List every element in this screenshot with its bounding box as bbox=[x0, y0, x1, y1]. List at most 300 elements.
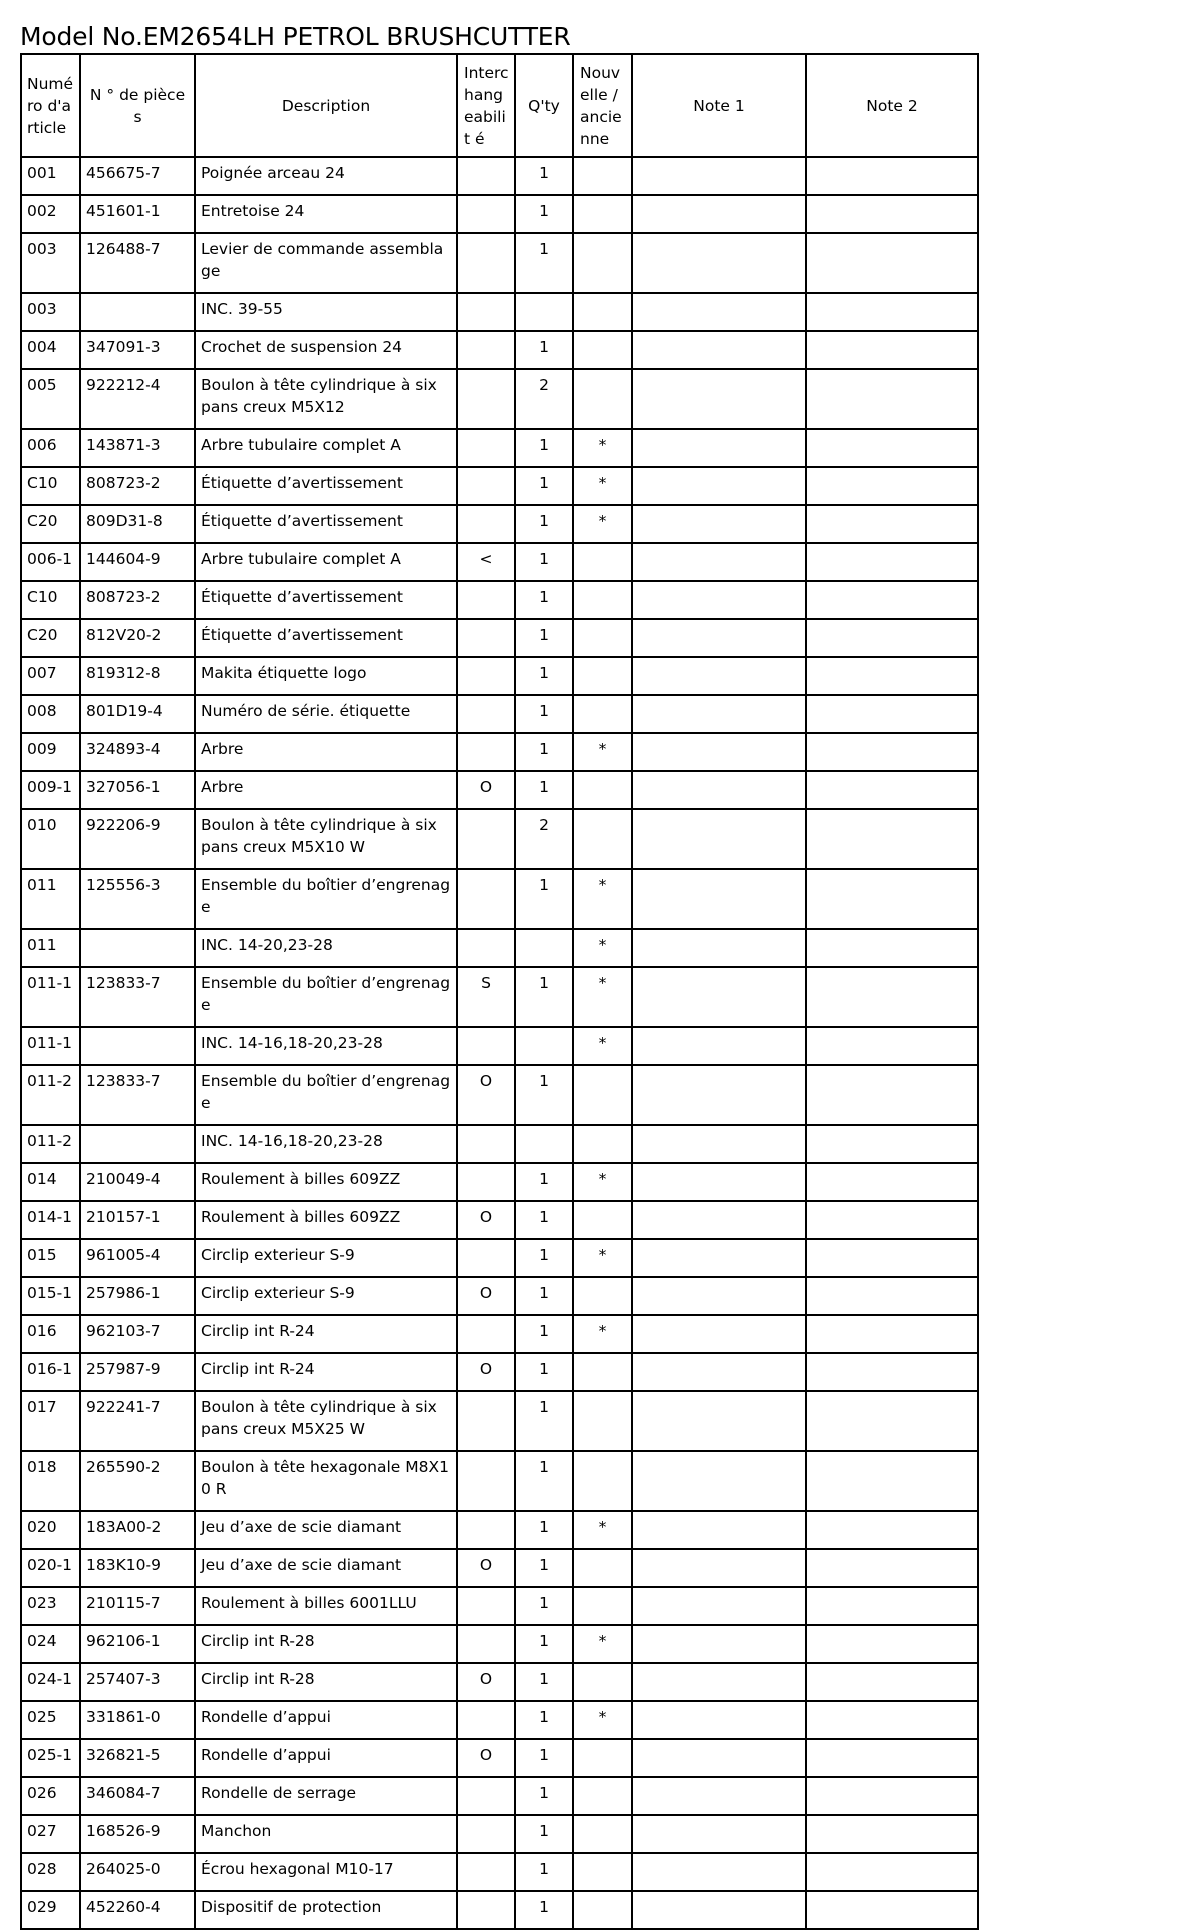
cell-interchangeability bbox=[457, 1891, 515, 1929]
cell-note-1 bbox=[632, 929, 806, 967]
cell-article-number: 011 bbox=[21, 869, 80, 929]
cell-description: Ensemble du boîtier d’engrenage bbox=[195, 967, 457, 1027]
cell-quantity: 1 bbox=[515, 657, 573, 695]
cell-article-number: 011-2 bbox=[21, 1065, 80, 1125]
cell-interchangeability: S bbox=[457, 967, 515, 1027]
cell-quantity: 1 bbox=[515, 1277, 573, 1315]
table-row bbox=[21, 1587, 978, 1625]
cell-note-2 bbox=[806, 1549, 978, 1587]
header-interchangeability: Interc hang eabilit é bbox=[457, 54, 515, 157]
cell-description: Ensemble du boîtier d’engrenage bbox=[195, 869, 457, 929]
cell-note-2 bbox=[806, 1511, 978, 1549]
cell-part-number: 123833-7 bbox=[80, 967, 195, 1027]
cell-description: Rondelle d’appui bbox=[195, 1739, 457, 1777]
cell-article-number: 015 bbox=[21, 1239, 80, 1277]
cell-interchangeability bbox=[457, 1451, 515, 1511]
cell-description: Boulon à tête hexagonale M8X10 R bbox=[195, 1451, 457, 1511]
cell-part-number: 168526-9 bbox=[80, 1815, 195, 1853]
cell-interchangeability: < bbox=[457, 543, 515, 581]
cell-article-number: 027 bbox=[21, 1815, 80, 1853]
cell-article-number: 003 bbox=[21, 293, 80, 331]
cell-article-number: 009 bbox=[21, 733, 80, 771]
cell-note-2 bbox=[806, 293, 978, 331]
cell-quantity: 1 bbox=[515, 1315, 573, 1353]
cell-description: Circlip exterieur S-9 bbox=[195, 1277, 457, 1315]
cell-interchangeability bbox=[457, 1027, 515, 1065]
cell-new-old bbox=[573, 331, 632, 369]
cell-article-number: C10 bbox=[21, 467, 80, 505]
cell-note-2 bbox=[806, 1663, 978, 1701]
cell-interchangeability bbox=[457, 1853, 515, 1891]
cell-interchangeability: O bbox=[457, 1353, 515, 1391]
cell-article-number: 008 bbox=[21, 695, 80, 733]
cell-note-1 bbox=[632, 657, 806, 695]
cell-article-number: 011-1 bbox=[21, 967, 80, 1027]
cell-part-number: 922212-4 bbox=[80, 369, 195, 429]
cell-note-1 bbox=[632, 1163, 806, 1201]
cell-article-number: 029 bbox=[21, 1891, 80, 1929]
cell-note-1 bbox=[632, 733, 806, 771]
cell-quantity: 1 bbox=[515, 1587, 573, 1625]
cell-description: Arbre bbox=[195, 733, 457, 771]
table-row bbox=[21, 429, 978, 467]
cell-interchangeability: O bbox=[457, 1065, 515, 1125]
cell-description: Étiquette d’avertissement bbox=[195, 619, 457, 657]
cell-interchangeability bbox=[457, 195, 515, 233]
cell-note-2 bbox=[806, 1815, 978, 1853]
cell-note-1 bbox=[632, 1239, 806, 1277]
cell-article-number: 001 bbox=[21, 157, 80, 195]
cell-note-2 bbox=[806, 1891, 978, 1929]
table-row bbox=[21, 1511, 978, 1549]
cell-part-number: 257407-3 bbox=[80, 1663, 195, 1701]
cell-note-2 bbox=[806, 157, 978, 195]
table-row bbox=[21, 657, 978, 695]
cell-quantity: 2 bbox=[515, 369, 573, 429]
cell-description: Roulement à billes 6001LLU bbox=[195, 1587, 457, 1625]
cell-quantity: 1 bbox=[515, 1777, 573, 1815]
cell-note-2 bbox=[806, 1315, 978, 1353]
cell-quantity: 1 bbox=[515, 1625, 573, 1663]
cell-interchangeability bbox=[457, 1511, 515, 1549]
cell-description: Boulon à tête cylindrique à six pans creux M5X10 W bbox=[195, 809, 457, 869]
cell-note-1 bbox=[632, 1891, 806, 1929]
cell-new-old: * bbox=[573, 929, 632, 967]
cell-part-number: 183A00-2 bbox=[80, 1511, 195, 1549]
cell-description: Circlip int R-24 bbox=[195, 1315, 457, 1353]
cell-quantity bbox=[515, 1027, 573, 1065]
cell-article-number: 003 bbox=[21, 233, 80, 293]
cell-description: Dispositif de protection bbox=[195, 1891, 457, 1929]
table-row bbox=[21, 771, 978, 809]
table-row bbox=[21, 619, 978, 657]
cell-new-old bbox=[573, 581, 632, 619]
cell-note-2 bbox=[806, 581, 978, 619]
cell-article-number: 020 bbox=[21, 1511, 80, 1549]
cell-quantity: 1 bbox=[515, 619, 573, 657]
table-row bbox=[21, 1239, 978, 1277]
cell-new-old: * bbox=[573, 1511, 632, 1549]
cell-interchangeability bbox=[457, 1315, 515, 1353]
header-description: Description bbox=[195, 54, 457, 157]
table-row bbox=[21, 733, 978, 771]
cell-quantity: 1 bbox=[515, 1815, 573, 1853]
cell-note-1 bbox=[632, 695, 806, 733]
cell-description: Poignée arceau 24 bbox=[195, 157, 457, 195]
cell-new-old bbox=[573, 1777, 632, 1815]
cell-article-number: 016 bbox=[21, 1315, 80, 1353]
cell-note-1 bbox=[632, 369, 806, 429]
cell-new-old: * bbox=[573, 467, 632, 505]
cell-part-number: 210115-7 bbox=[80, 1587, 195, 1625]
cell-description: Roulement à billes 609ZZ bbox=[195, 1163, 457, 1201]
cell-interchangeability bbox=[457, 369, 515, 429]
cell-note-2 bbox=[806, 233, 978, 293]
cell-new-old bbox=[573, 1739, 632, 1777]
cell-article-number: 023 bbox=[21, 1587, 80, 1625]
cell-article-number: 011 bbox=[21, 929, 80, 967]
cell-new-old bbox=[573, 543, 632, 581]
cell-part-number: 808723-2 bbox=[80, 467, 195, 505]
cell-description: Makita étiquette logo bbox=[195, 657, 457, 695]
cell-part-number: 126488-7 bbox=[80, 233, 195, 293]
cell-note-2 bbox=[806, 1239, 978, 1277]
cell-article-number: 010 bbox=[21, 809, 80, 869]
cell-quantity: 1 bbox=[515, 1391, 573, 1451]
cell-article-number: 009-1 bbox=[21, 771, 80, 809]
cell-new-old bbox=[573, 1853, 632, 1891]
table-row bbox=[21, 369, 978, 429]
cell-part-number bbox=[80, 1027, 195, 1065]
cell-quantity: 1 bbox=[515, 967, 573, 1027]
cell-part-number bbox=[80, 929, 195, 967]
table-row bbox=[21, 695, 978, 733]
cell-new-old bbox=[573, 1587, 632, 1625]
cell-description: Jeu d’axe de scie diamant bbox=[195, 1549, 457, 1587]
cell-new-old bbox=[573, 1277, 632, 1315]
cell-interchangeability bbox=[457, 467, 515, 505]
cell-new-old bbox=[573, 1815, 632, 1853]
cell-description: Entretoise 24 bbox=[195, 195, 457, 233]
cell-description: Circlip int R-28 bbox=[195, 1663, 457, 1701]
cell-note-1 bbox=[632, 1027, 806, 1065]
cell-note-2 bbox=[806, 1027, 978, 1065]
cell-note-2 bbox=[806, 1701, 978, 1739]
cell-interchangeability bbox=[457, 1391, 515, 1451]
cell-quantity: 1 bbox=[515, 1701, 573, 1739]
cell-part-number: 210157-1 bbox=[80, 1201, 195, 1239]
cell-description: Crochet de suspension 24 bbox=[195, 331, 457, 369]
cell-part-number bbox=[80, 1125, 195, 1163]
cell-quantity bbox=[515, 929, 573, 967]
cell-description: Circlip int R-24 bbox=[195, 1353, 457, 1391]
cell-note-1 bbox=[632, 1451, 806, 1511]
cell-description: Étiquette d’avertissement bbox=[195, 505, 457, 543]
cell-description: Jeu d’axe de scie diamant bbox=[195, 1511, 457, 1549]
cell-interchangeability bbox=[457, 1163, 515, 1201]
header-note-2: Note 2 bbox=[806, 54, 978, 157]
cell-article-number: 014-1 bbox=[21, 1201, 80, 1239]
cell-new-old: * bbox=[573, 1625, 632, 1663]
cell-part-number: 264025-0 bbox=[80, 1853, 195, 1891]
cell-quantity: 1 bbox=[515, 429, 573, 467]
cell-quantity: 1 bbox=[515, 505, 573, 543]
cell-description: Manchon bbox=[195, 1815, 457, 1853]
cell-quantity: 2 bbox=[515, 809, 573, 869]
table-row bbox=[21, 1663, 978, 1701]
cell-description: Boulon à tête cylindrique à six pans creux M5X25 W bbox=[195, 1391, 457, 1451]
cell-part-number: 324893-4 bbox=[80, 733, 195, 771]
cell-quantity: 1 bbox=[515, 1201, 573, 1239]
cell-note-2 bbox=[806, 1125, 978, 1163]
cell-part-number: 123833-7 bbox=[80, 1065, 195, 1125]
table-row bbox=[21, 1125, 978, 1163]
header-row bbox=[21, 54, 978, 157]
cell-interchangeability bbox=[457, 809, 515, 869]
cell-description: Arbre bbox=[195, 771, 457, 809]
cell-new-old bbox=[573, 771, 632, 809]
cell-note-2 bbox=[806, 771, 978, 809]
cell-interchangeability bbox=[457, 1815, 515, 1853]
table-row bbox=[21, 1777, 978, 1815]
cell-part-number: 144604-9 bbox=[80, 543, 195, 581]
cell-part-number: 265590-2 bbox=[80, 1451, 195, 1511]
cell-new-old bbox=[573, 695, 632, 733]
table-row bbox=[21, 1315, 978, 1353]
cell-part-number: 808723-2 bbox=[80, 581, 195, 619]
cell-interchangeability bbox=[457, 1701, 515, 1739]
table-body bbox=[21, 157, 978, 1929]
header-note-1: Note 1 bbox=[632, 54, 806, 157]
table-row bbox=[21, 157, 978, 195]
cell-article-number: 026 bbox=[21, 1777, 80, 1815]
table-row bbox=[21, 1549, 978, 1587]
cell-interchangeability bbox=[457, 505, 515, 543]
table-row bbox=[21, 581, 978, 619]
cell-new-old bbox=[573, 233, 632, 293]
cell-description: Numéro de série. étiquette bbox=[195, 695, 457, 733]
cell-note-2 bbox=[806, 1391, 978, 1451]
cell-quantity: 1 bbox=[515, 869, 573, 929]
table-row bbox=[21, 967, 978, 1027]
cell-description: Rondelle d’appui bbox=[195, 1701, 457, 1739]
cell-article-number: 014 bbox=[21, 1163, 80, 1201]
cell-note-2 bbox=[806, 619, 978, 657]
cell-note-1 bbox=[632, 293, 806, 331]
cell-note-1 bbox=[632, 331, 806, 369]
cell-article-number: 017 bbox=[21, 1391, 80, 1451]
cell-description: INC. 14-16,18-20,23-28 bbox=[195, 1027, 457, 1065]
cell-part-number: 331861-0 bbox=[80, 1701, 195, 1739]
cell-note-1 bbox=[632, 1125, 806, 1163]
cell-new-old bbox=[573, 1891, 632, 1929]
cell-article-number: 024 bbox=[21, 1625, 80, 1663]
cell-description: Arbre tubulaire complet A bbox=[195, 543, 457, 581]
cell-new-old bbox=[573, 1451, 632, 1511]
table-row bbox=[21, 1277, 978, 1315]
cell-new-old: * bbox=[573, 1701, 632, 1739]
page-title: Model No.EM2654LH PETROL BRUSHCUTTER bbox=[20, 22, 571, 51]
cell-part-number bbox=[80, 293, 195, 331]
cell-note-2 bbox=[806, 657, 978, 695]
cell-article-number: 011-1 bbox=[21, 1027, 80, 1065]
cell-quantity: 1 bbox=[515, 1239, 573, 1277]
cell-part-number: 962106-1 bbox=[80, 1625, 195, 1663]
table-row bbox=[21, 1065, 978, 1125]
table-row bbox=[21, 1201, 978, 1239]
cell-description: Ensemble du boîtier d’engrenage bbox=[195, 1065, 457, 1125]
cell-quantity: 1 bbox=[515, 1739, 573, 1777]
cell-part-number: 451601-1 bbox=[80, 195, 195, 233]
cell-interchangeability bbox=[457, 233, 515, 293]
table-row bbox=[21, 1739, 978, 1777]
cell-interchangeability bbox=[457, 929, 515, 967]
cell-quantity: 1 bbox=[515, 1451, 573, 1511]
cell-note-1 bbox=[632, 1065, 806, 1125]
cell-quantity bbox=[515, 293, 573, 331]
cell-note-1 bbox=[632, 1587, 806, 1625]
table-row bbox=[21, 1353, 978, 1391]
cell-quantity: 1 bbox=[515, 1353, 573, 1391]
cell-note-1 bbox=[632, 429, 806, 467]
table-row bbox=[21, 869, 978, 929]
cell-note-2 bbox=[806, 695, 978, 733]
header-part-number: N ° de pièces bbox=[80, 54, 195, 157]
cell-note-2 bbox=[806, 1587, 978, 1625]
cell-note-1 bbox=[632, 619, 806, 657]
cell-note-2 bbox=[806, 1201, 978, 1239]
cell-part-number: 922241-7 bbox=[80, 1391, 195, 1451]
cell-note-2 bbox=[806, 505, 978, 543]
cell-note-1 bbox=[632, 1777, 806, 1815]
cell-note-2 bbox=[806, 1451, 978, 1511]
cell-article-number: 025 bbox=[21, 1701, 80, 1739]
cell-new-old bbox=[573, 657, 632, 695]
cell-new-old bbox=[573, 809, 632, 869]
cell-note-2 bbox=[806, 1065, 978, 1125]
cell-part-number: 801D19-4 bbox=[80, 695, 195, 733]
cell-article-number: 004 bbox=[21, 331, 80, 369]
cell-quantity: 1 bbox=[515, 1663, 573, 1701]
cell-new-old: * bbox=[573, 967, 632, 1027]
cell-description: Roulement à billes 609ZZ bbox=[195, 1201, 457, 1239]
cell-quantity: 1 bbox=[515, 1549, 573, 1587]
cell-description: Arbre tubulaire complet A bbox=[195, 429, 457, 467]
cell-new-old bbox=[573, 1663, 632, 1701]
cell-note-2 bbox=[806, 467, 978, 505]
cell-article-number: 018 bbox=[21, 1451, 80, 1511]
cell-article-number: C20 bbox=[21, 619, 80, 657]
table-row bbox=[21, 929, 978, 967]
cell-article-number: 020-1 bbox=[21, 1549, 80, 1587]
cell-note-1 bbox=[632, 1277, 806, 1315]
cell-note-1 bbox=[632, 1739, 806, 1777]
cell-description: INC. 39-55 bbox=[195, 293, 457, 331]
table-header bbox=[21, 54, 978, 157]
table-row bbox=[21, 809, 978, 869]
cell-part-number: 257987-9 bbox=[80, 1353, 195, 1391]
cell-interchangeability bbox=[457, 157, 515, 195]
cell-quantity: 1 bbox=[515, 1511, 573, 1549]
cell-new-old bbox=[573, 1391, 632, 1451]
table-row bbox=[21, 1701, 978, 1739]
cell-new-old bbox=[573, 1353, 632, 1391]
cell-new-old bbox=[573, 1549, 632, 1587]
cell-note-2 bbox=[806, 195, 978, 233]
cell-interchangeability: O bbox=[457, 1739, 515, 1777]
cell-description: Circlip exterieur S-9 bbox=[195, 1239, 457, 1277]
cell-article-number: 015-1 bbox=[21, 1277, 80, 1315]
cell-note-2 bbox=[806, 1277, 978, 1315]
cell-new-old: * bbox=[573, 869, 632, 929]
cell-article-number: 011-2 bbox=[21, 1125, 80, 1163]
cell-article-number: 006 bbox=[21, 429, 80, 467]
cell-interchangeability bbox=[457, 619, 515, 657]
cell-interchangeability bbox=[457, 429, 515, 467]
cell-quantity: 1 bbox=[515, 1891, 573, 1929]
cell-new-old: * bbox=[573, 1027, 632, 1065]
cell-article-number: 005 bbox=[21, 369, 80, 429]
cell-quantity: 1 bbox=[515, 695, 573, 733]
cell-description: Rondelle de serrage bbox=[195, 1777, 457, 1815]
cell-description: Levier de commande assemblage bbox=[195, 233, 457, 293]
cell-note-1 bbox=[632, 1353, 806, 1391]
cell-new-old bbox=[573, 369, 632, 429]
cell-interchangeability: O bbox=[457, 1201, 515, 1239]
cell-part-number: 183K10-9 bbox=[80, 1549, 195, 1587]
cell-note-2 bbox=[806, 1353, 978, 1391]
cell-description: Étiquette d’avertissement bbox=[195, 467, 457, 505]
cell-note-1 bbox=[632, 467, 806, 505]
cell-note-1 bbox=[632, 771, 806, 809]
cell-new-old bbox=[573, 157, 632, 195]
header-article-number: Numé ro d'a rticle bbox=[21, 54, 80, 157]
cell-part-number: 326821-5 bbox=[80, 1739, 195, 1777]
cell-description: Étiquette d’avertissement bbox=[195, 581, 457, 619]
cell-new-old: * bbox=[573, 1315, 632, 1353]
cell-quantity: 1 bbox=[515, 331, 573, 369]
cell-quantity: 1 bbox=[515, 1065, 573, 1125]
cell-note-2 bbox=[806, 1853, 978, 1891]
cell-note-2 bbox=[806, 543, 978, 581]
cell-quantity: 1 bbox=[515, 581, 573, 619]
cell-note-2 bbox=[806, 369, 978, 429]
cell-part-number: 812V20-2 bbox=[80, 619, 195, 657]
cell-new-old bbox=[573, 619, 632, 657]
cell-quantity: 1 bbox=[515, 157, 573, 195]
cell-note-1 bbox=[632, 1315, 806, 1353]
cell-article-number: 006-1 bbox=[21, 543, 80, 581]
cell-interchangeability bbox=[457, 1587, 515, 1625]
cell-note-2 bbox=[806, 1163, 978, 1201]
cell-article-number: 025-1 bbox=[21, 1739, 80, 1777]
table-row bbox=[21, 1853, 978, 1891]
cell-new-old bbox=[573, 1065, 632, 1125]
cell-note-1 bbox=[632, 1511, 806, 1549]
cell-interchangeability bbox=[457, 869, 515, 929]
parts-table bbox=[20, 53, 979, 1930]
cell-part-number: 143871-3 bbox=[80, 429, 195, 467]
cell-note-1 bbox=[632, 1201, 806, 1239]
table-row bbox=[21, 1815, 978, 1853]
cell-note-1 bbox=[632, 1701, 806, 1739]
cell-description: INC. 14-20,23-28 bbox=[195, 929, 457, 967]
cell-note-1 bbox=[632, 1625, 806, 1663]
cell-quantity: 1 bbox=[515, 543, 573, 581]
cell-quantity: 1 bbox=[515, 1853, 573, 1891]
cell-article-number: 024-1 bbox=[21, 1663, 80, 1701]
cell-description: Écrou hexagonal M10-17 bbox=[195, 1853, 457, 1891]
